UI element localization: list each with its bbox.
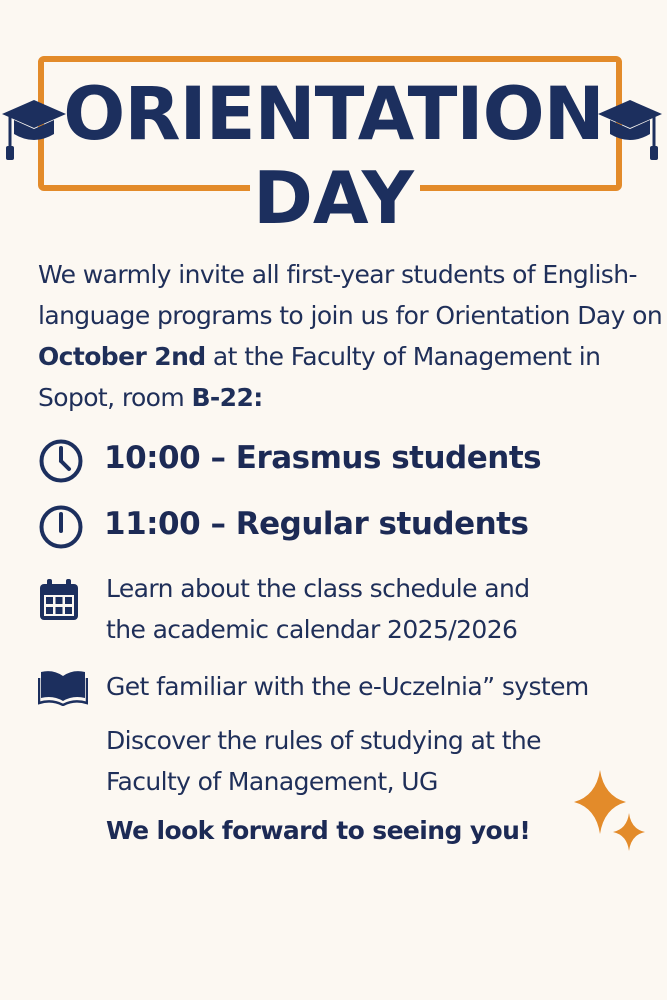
event-date: October 2nd [38,342,206,371]
calendar-icon [38,578,80,622]
agenda-text-system: Get familiar with the e-Uczelnia” system [106,672,589,701]
agenda-text-schedule: Learn about the class schedule and [106,574,530,603]
agenda-text-faculty: Faculty of Management, UG [106,767,438,796]
room-number: B-22 [191,383,254,412]
sparkle-icon [613,813,645,851]
agenda-text-rules: Discover the rules of studying at the [106,726,541,755]
closing-message: We look forward to seeing you! [106,816,531,845]
title-day: DAY [253,156,414,240]
invitation-paragraph [38,254,663,418]
book-icon [38,668,88,706]
clock-icon [38,438,84,484]
clock-icon [38,504,84,550]
schedule-time-erasmus: 10:00 – Erasmus students [104,440,542,476]
agenda-text-calendar: the academic calendar 2025/2026 [106,615,518,644]
intro-colon: : [253,383,263,412]
intro-text: We warmly invite all first-year students of English-language programs to join us for Orientation Day on [38,260,663,330]
title-orientation: ORIENTATION [63,72,604,157]
intro-text-location: at the Faculty of Management in Sopot, room [38,342,601,412]
schedule-time-regular: 11:00 – Regular students [104,506,529,542]
